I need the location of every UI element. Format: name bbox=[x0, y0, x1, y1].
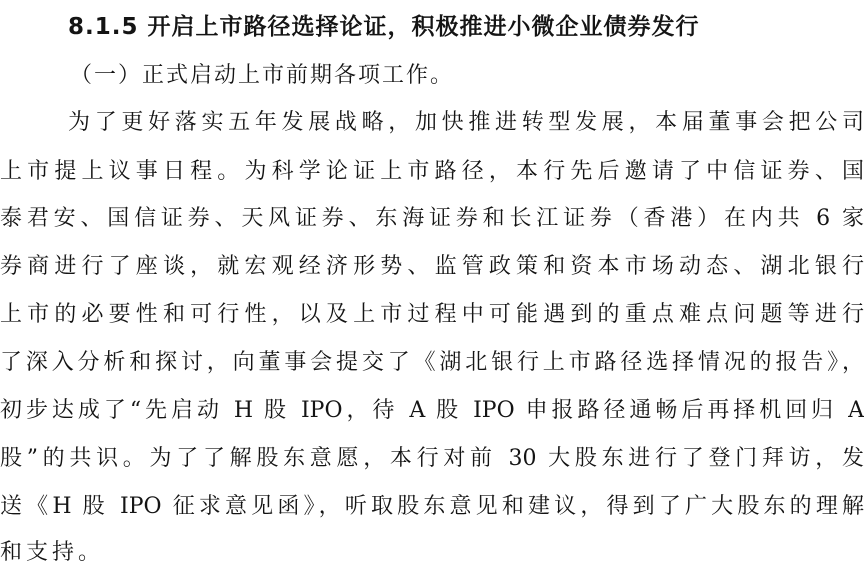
paragraph-line: 股”的共识。为了了解股东意愿，本行对前 30 大股东进行了登门拜访，发 bbox=[0, 446, 864, 471]
paragraph-line: 了深入分析和探讨，向董事会提交了《湖北银行上市路径选择情况的报告》， bbox=[0, 350, 864, 375]
section-subheading: （一）正式启动上市前期各项工作。 bbox=[70, 63, 455, 88]
paragraph-line: 为了更好落实五年发展战略，加快推进转型发展，本届董事会把公司 bbox=[68, 110, 864, 135]
section-heading: 8.1.5 开启上市路径选择论证，积极推进小微企业债券发行 bbox=[68, 14, 700, 40]
paragraph-line: 初步达成了“先启动 H 股 IPO，待 A 股 IPO 申报路径通畅后再择机回归 A bbox=[0, 398, 864, 423]
paragraph-line: 泰君安、国信证券、天风证券、东海证券和长江证券（香港）在内共 6 家 bbox=[0, 206, 864, 231]
paragraph-line: 上市提上议事日程。为科学论证上市路径，本行先后邀请了中信证券、国 bbox=[0, 159, 864, 184]
paragraph-line: 券商进行了座谈，就宏观经济形势、监管政策和资本市场动态、湖北银行 bbox=[0, 254, 864, 279]
paragraph-line: 上市的必要性和可行性，以及上市过程中可能遇到的重点难点问题等进行 bbox=[0, 302, 864, 327]
paragraph-line: 送《H 股 IPO 征求意见函》，听取股东意见和建议，得到了广大股东的理解 bbox=[0, 494, 864, 519]
paragraph-line: 和支持。 bbox=[0, 540, 105, 565]
